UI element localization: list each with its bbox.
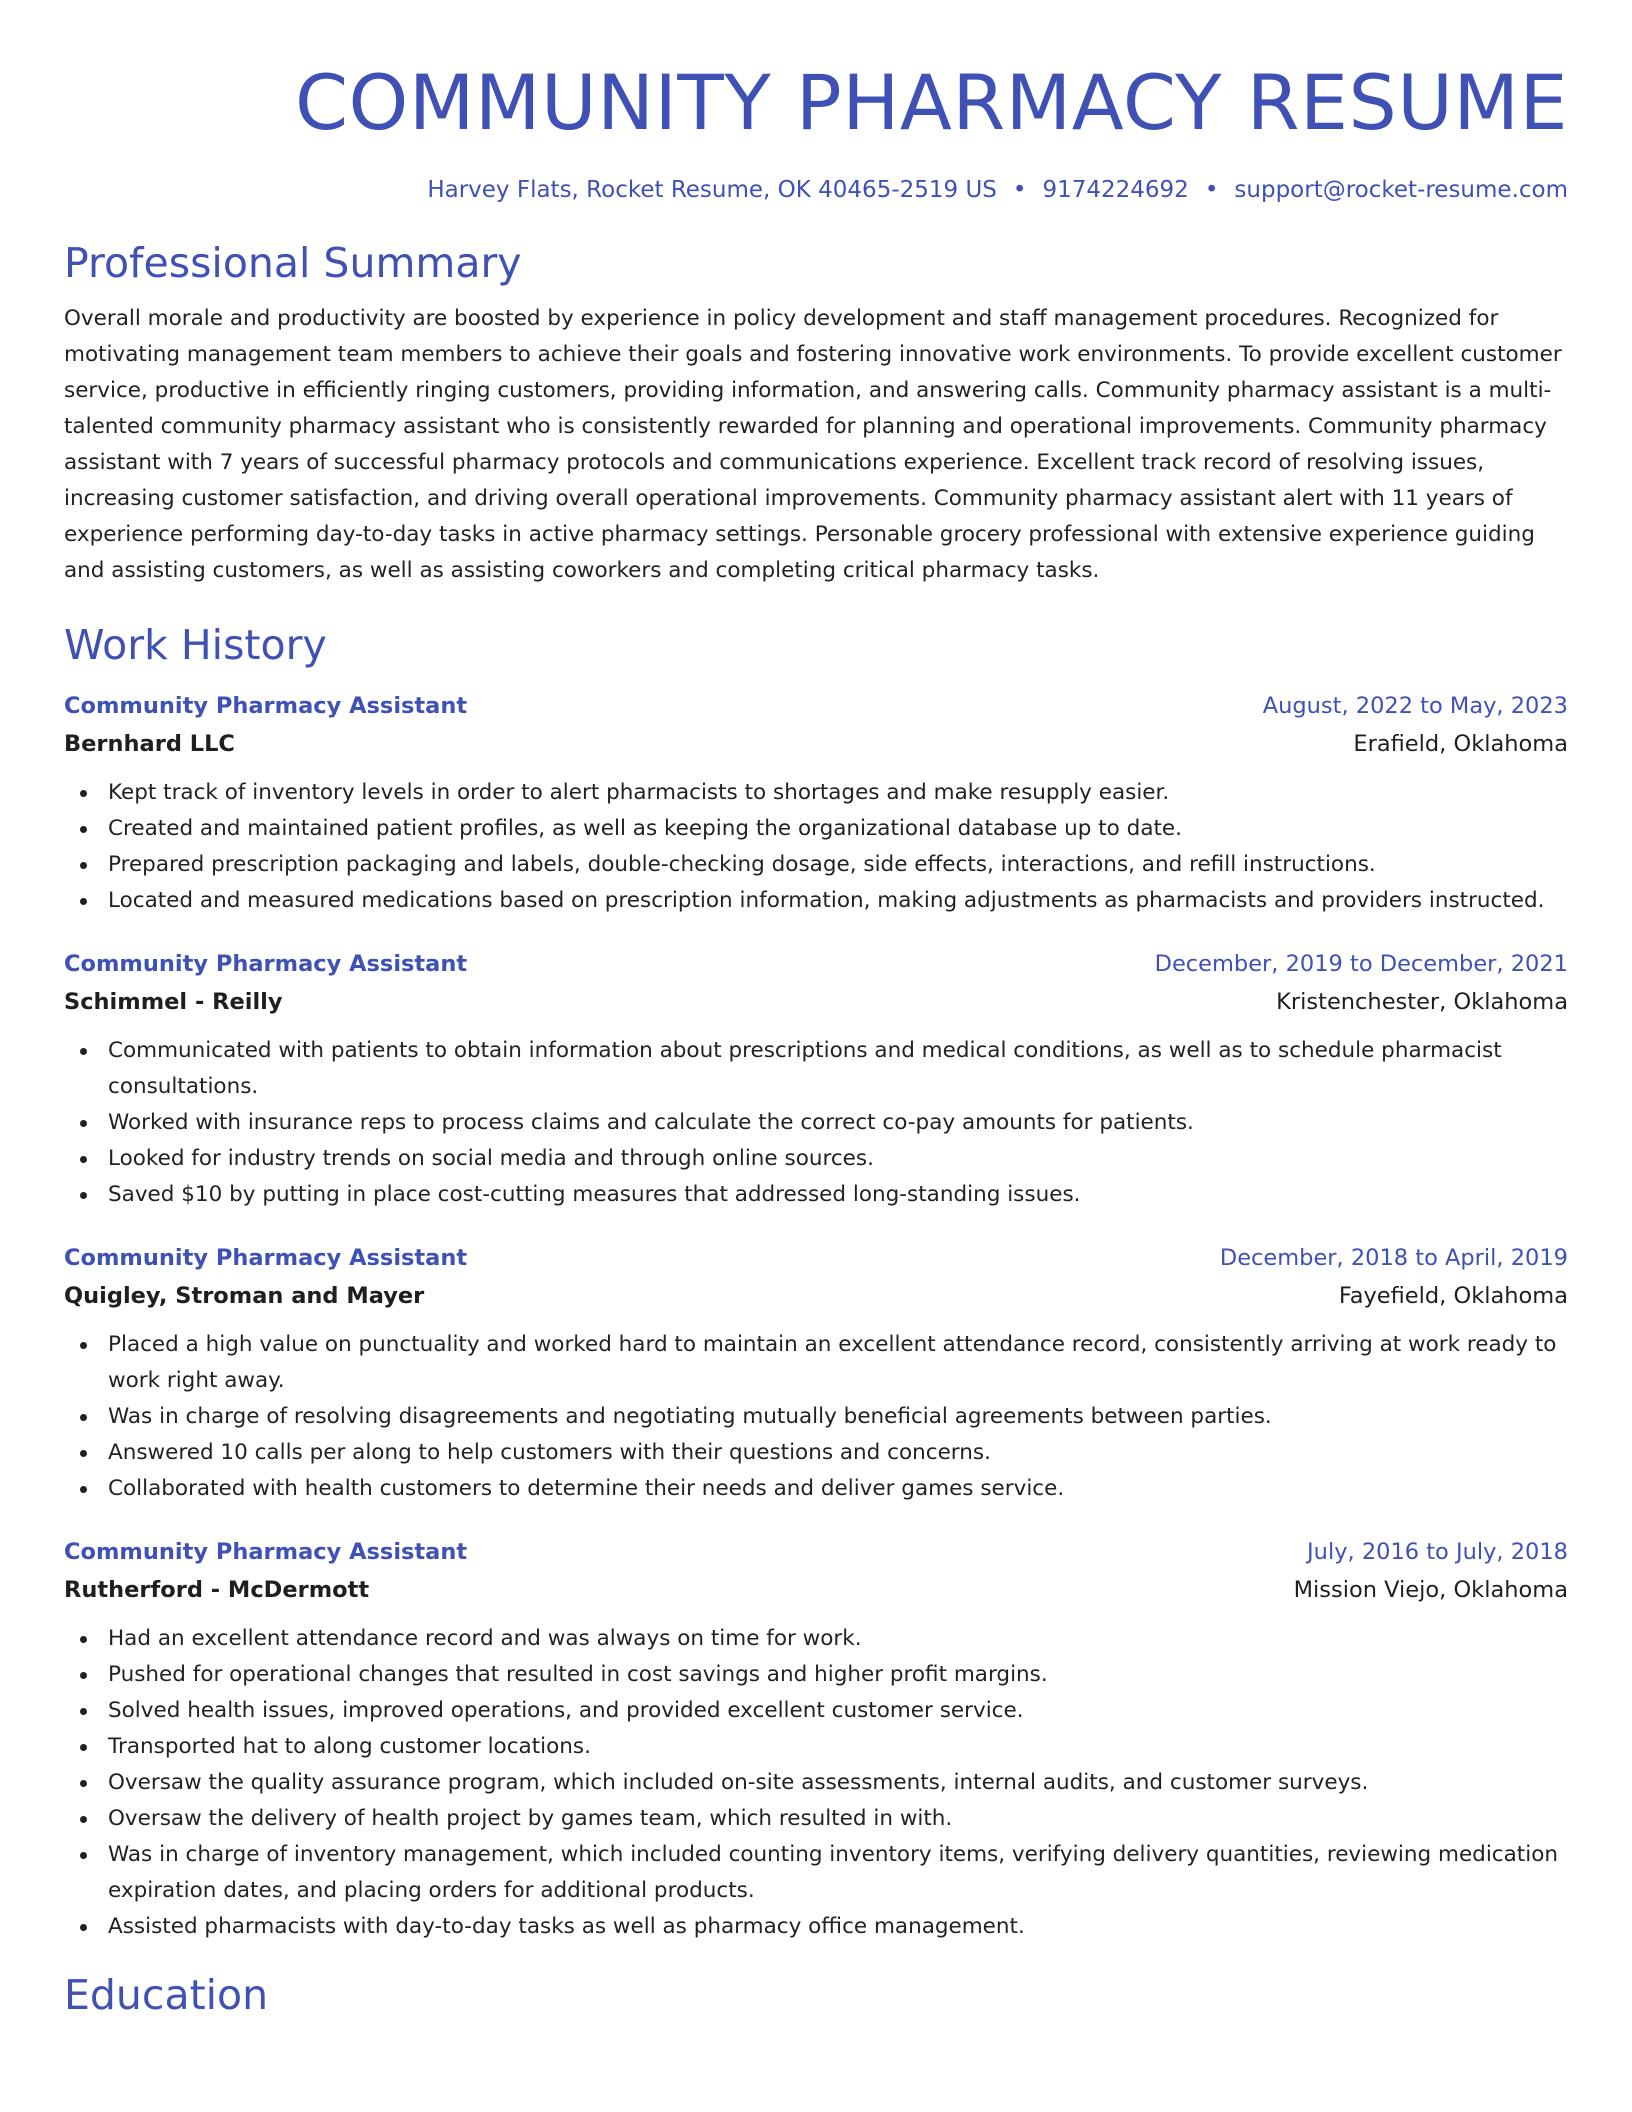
job-bullet: Collaborated with health customers to determine their needs and deliver games service. <box>64 1471 1568 1507</box>
summary-text: Overall morale and productivity are boosted by experience in policy development and staff management procedures. Recognized for motivating management team members to achieve their goals and fostering innovative work environments. To provide excellent customer service, productive in efficiently ringing customers, providing information, and answering calls. Community pharmacy assistant is a multi-talented community pharmacy assistant who is consistently rewarded for planning and operational improvements. Community pharmacy assistant with 7 years of successful pharmacy protocols and communications experience. Excellent track record of resolving issues, increasing customer satisfaction, and driving overall operational improvements. Community pharmacy assistant alert with 11 years of experience performing day-to-day tasks in active pharmacy settings. Personable grocery professional with extensive experience guiding and assisting customers, as well as assisting coworkers and completing critical pharmacy tasks. <box>64 306 1562 583</box>
job-bullets <box>64 1033 1568 1213</box>
job-bullets <box>64 775 1568 919</box>
job-bullets <box>64 1327 1568 1507</box>
job-bullet: Answered 10 calls per along to help customers with their questions and concerns. <box>64 1435 1568 1471</box>
job-bullet: Pushed for operational changes that resulted in cost savings and higher profit margins. <box>64 1657 1568 1693</box>
job-entry <box>64 687 1568 919</box>
resume-title: COMMUNITY PHARMACY RESUME <box>294 58 1568 147</box>
contact-separator: • <box>1012 177 1027 203</box>
job-bullet: Created and maintained patient profiles, as well as keeping the organizational database up to date. <box>64 811 1568 847</box>
job-bullet: Oversaw the quality assurance program, which included on-site assessments, internal audits, and customer surveys. <box>64 1765 1568 1801</box>
job-location: Fayefield, Oklahoma <box>1338 1283 1568 1309</box>
job-bullet: Prepared prescription packaging and labels, double-checking dosage, side effects, interactions, and refill instructions. <box>64 847 1568 883</box>
job-bullet: Located and measured medications based on prescription information, making adjustments as pharmacists and providers instructed. <box>64 883 1568 919</box>
job-dates: August, 2022 to May, 2023 <box>1262 693 1568 719</box>
job-dates: December, 2019 to December, 2021 <box>1154 951 1568 977</box>
contact-phone: 9174224692 <box>1042 177 1189 203</box>
job-bullet: Transported hat to along customer locations. <box>64 1729 1568 1765</box>
contact-address: Harvey Flats, Rocket Resume, OK 40465-2519 US <box>427 177 997 203</box>
job-bullet: Was in charge of inventory management, which included counting inventory items, verifying delivery quantities, reviewing medication expiration dates, and placing orders for additional products. <box>64 1837 1568 1909</box>
job-company: Schimmel - Reilly <box>64 989 283 1015</box>
job-bullet: Placed a high value on punctuality and worked hard to maintain an excellent attendance record, consistently arriving at work ready to work right away. <box>64 1327 1568 1399</box>
job-title: Community Pharmacy Assistant <box>64 693 468 719</box>
job-company: Rutherford - McDermott <box>64 1577 370 1603</box>
job-bullet: Worked with insurance reps to process claims and calculate the correct co-pay amounts for patients. <box>64 1105 1568 1141</box>
job-bullets <box>64 1621 1568 1945</box>
job-entry <box>64 1239 1568 1507</box>
job-title: Community Pharmacy Assistant <box>64 1539 468 1565</box>
job-bullet: Assisted pharmacists with day-to-day tasks as well as pharmacy office management. <box>64 1909 1568 1945</box>
job-company: Bernhard LLC <box>64 731 235 757</box>
contact-line <box>64 174 1568 206</box>
job-bullet: Communicated with patients to obtain information about prescriptions and medical conditions, as well as to schedule pharmacist consultations. <box>64 1033 1568 1105</box>
job-bullet: Kept track of inventory levels in order to alert pharmacists to shortages and make resupply easier. <box>64 775 1568 811</box>
job-company-row <box>64 1277 1568 1315</box>
job-entry <box>64 945 1568 1213</box>
job-title-row <box>64 1533 1568 1571</box>
job-title-row <box>64 945 1568 983</box>
job-company-row <box>64 983 1568 1021</box>
job-title: Community Pharmacy Assistant <box>64 951 468 977</box>
job-bullet: Solved health issues, improved operations, and provided excellent customer service. <box>64 1693 1568 1729</box>
contact-email: support@rocket-resume.com <box>1234 177 1568 203</box>
job-bullet: Looked for industry trends on social media and through online sources. <box>64 1141 1568 1177</box>
job-bullet: Had an excellent attendance record and was always on time for work. <box>64 1621 1568 1657</box>
education-heading: Education <box>64 1971 269 2019</box>
summary-heading: Professional Summary <box>64 239 522 287</box>
job-location: Erafield, Oklahoma <box>1353 731 1568 757</box>
job-bullet: Saved $10 by putting in place cost-cutting measures that addressed long-standing issues. <box>64 1177 1568 1213</box>
work-history-heading: Work History <box>64 621 327 669</box>
job-entry <box>64 1533 1568 1945</box>
job-title-row <box>64 687 1568 725</box>
job-company-row <box>64 1571 1568 1609</box>
job-company: Quigley, Stroman and Mayer <box>64 1283 425 1309</box>
job-bullet: Oversaw the delivery of health project by games team, which resulted in with. <box>64 1801 1568 1837</box>
contact-separator: • <box>1204 177 1219 203</box>
job-title-row <box>64 1239 1568 1277</box>
job-company-row <box>64 725 1568 763</box>
job-dates: December, 2018 to April, 2019 <box>1219 1245 1568 1271</box>
job-location: Mission Viejo, Oklahoma <box>1293 1577 1568 1603</box>
job-location: Kristenchester, Oklahoma <box>1276 989 1568 1015</box>
job-dates: July, 2016 to July, 2018 <box>1307 1539 1568 1565</box>
job-title: Community Pharmacy Assistant <box>64 1245 468 1271</box>
job-bullet: Was in charge of resolving disagreements and negotiating mutually beneficial agreements between parties. <box>64 1399 1568 1435</box>
